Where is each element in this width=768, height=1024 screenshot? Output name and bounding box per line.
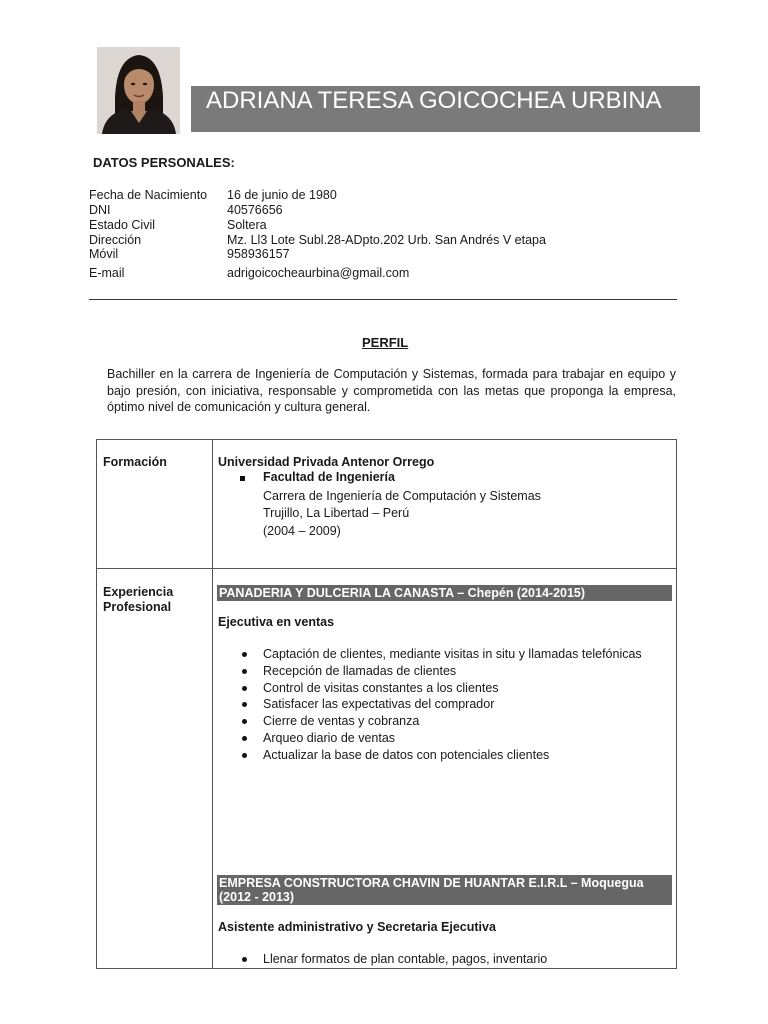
job-company-2: [217, 875, 672, 905]
formacion-label: Formación: [103, 455, 167, 469]
list-item: Cierre de ventas y cobranza: [240, 713, 642, 730]
email-label: E-mail: [89, 266, 125, 280]
education-years: (2004 – 2009): [263, 524, 341, 538]
square-bullet-icon: [240, 476, 245, 481]
mobile-value: 958936157: [227, 247, 290, 261]
faculty-name: Facultad de Ingeniería: [263, 470, 395, 484]
mobile-label: Móvil: [89, 247, 119, 261]
experience-label-line2: Profesional: [103, 600, 172, 614]
job-tasks-2: [240, 951, 547, 968]
dni-label: DNI: [89, 203, 111, 217]
perfil-title: PERFIL: [362, 335, 409, 350]
name-banner: [191, 86, 700, 132]
email-value: adrigoicocheaurbina@gmail.com: [227, 266, 410, 280]
personal-data-title: DATOS PERSONALES:: [93, 155, 235, 170]
list-item: Control de visitas constantes a los clientes: [240, 680, 642, 697]
list-item: Satisfacer las expectativas del comprador: [240, 696, 642, 713]
job-company-2-line2: (2012 - 2013): [219, 890, 295, 904]
list-item: Arqueo diario de ventas: [240, 730, 642, 747]
job-tasks-1: [240, 646, 642, 764]
job-company-2-line1: EMPRESA CONSTRUCTORA CHAVIN DE HUANTAR E.I.R.L – Moquegua: [219, 876, 644, 890]
experience-label-line1: Experiencia: [103, 585, 174, 599]
list-item: Actualizar la base de datos con potenciales clientes: [240, 747, 642, 764]
candidate-name: ADRIANA TERESA GOICOCHEA URBINA: [206, 87, 662, 114]
perfil-text: Bachiller en la carrera de Ingeniería de Computación y Sistemas, formada para trabajar en equipo y bajo presión, con iniciativa, responsable y comprometida con las metas que proponga la empresa, óptimo nivel de comunicación y cultura general.: [107, 367, 676, 414]
job-role-2: Asistente administrativo y Secretaria Ejecutiva: [218, 920, 496, 934]
address-label: Dirección: [89, 233, 142, 247]
dni-value: 40576656: [227, 203, 283, 217]
civil-status-label: Estado Civil: [89, 218, 155, 232]
address-value: Mz. Ll3 Lote Subl.28-ADpto.202 Urb. San Andrés V etapa: [227, 233, 546, 247]
profile-photo: [97, 47, 180, 134]
list-item: Captación de clientes, mediante visitas in situ y llamadas telefónicas: [240, 646, 642, 663]
list-item: Llenar formatos de plan contable, pagos, inventario: [240, 951, 547, 968]
university-name: Universidad Privada Antenor Orrego: [218, 455, 435, 469]
birthdate-value: 16 de junio de 1980: [227, 188, 337, 202]
job-company-1: PANADERIA Y DULCERIA LA CANASTA – Chepén (2014-2015): [217, 585, 672, 601]
job-role-1: Ejecutiva en ventas: [218, 615, 335, 629]
section-divider: [89, 299, 677, 300]
career-name: Carrera de Ingeniería de Computación y Sistemas: [263, 489, 541, 503]
birthdate-label: Fecha de Nacimiento: [89, 188, 208, 202]
list-item: Recepción de llamadas de clientes: [240, 663, 642, 680]
civil-status-value: Soltera: [227, 218, 267, 232]
table-row-divider: [97, 568, 676, 569]
education-location: Trujillo, La Libertad – Perú: [263, 506, 410, 520]
table-column-divider: [212, 440, 213, 968]
